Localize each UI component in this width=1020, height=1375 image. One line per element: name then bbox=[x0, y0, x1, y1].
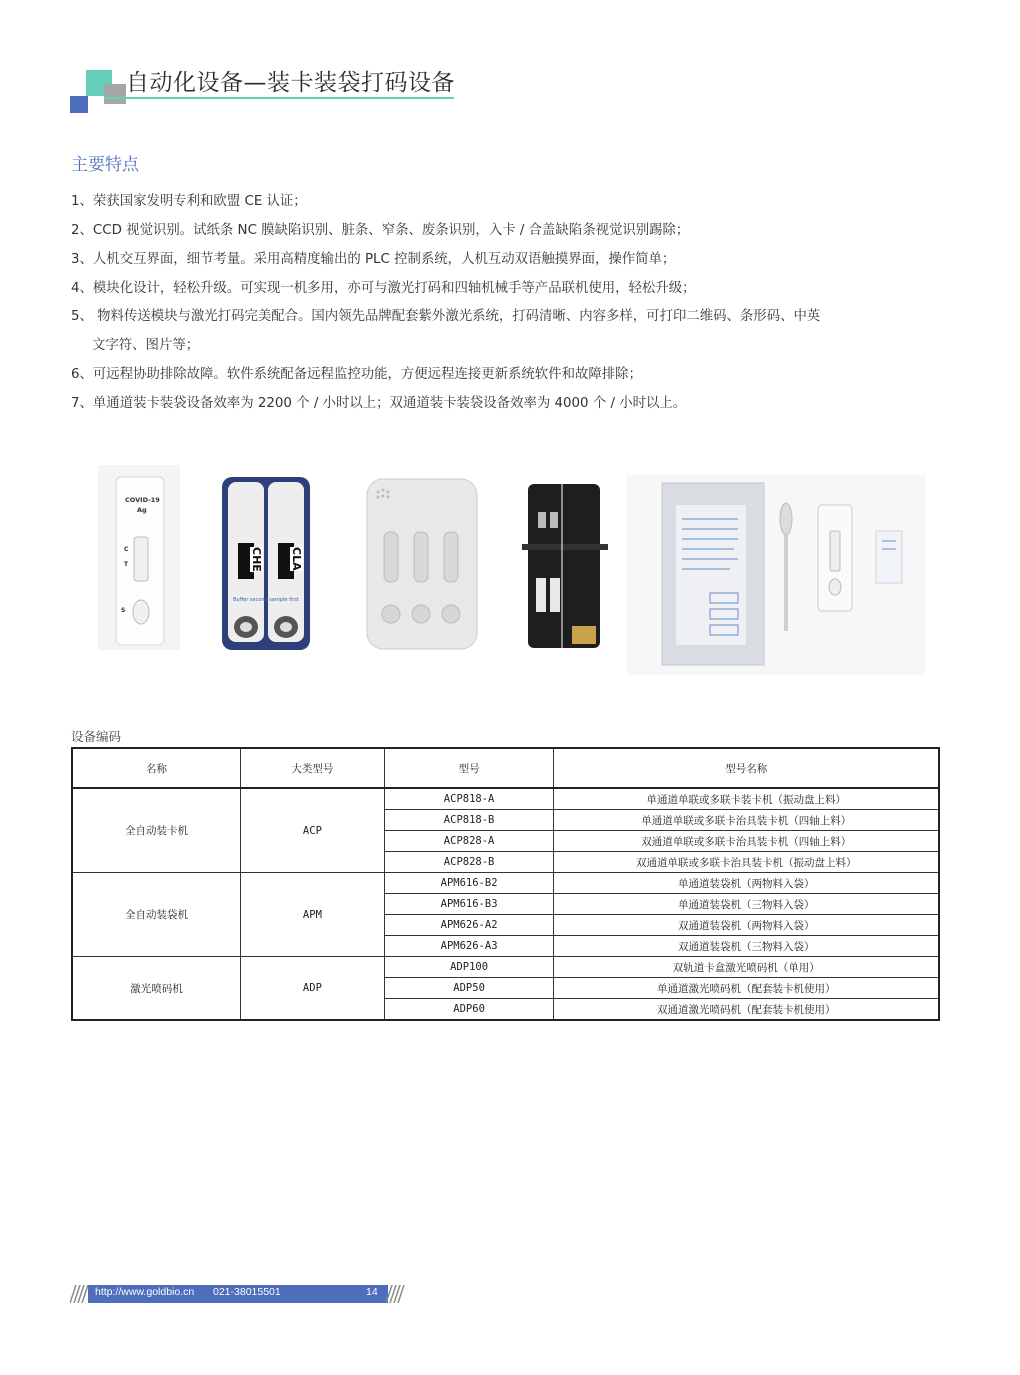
header-deco-gray bbox=[104, 84, 126, 104]
feature-item: 3、人机交互界面，细节考量。采用高精度输出的 PLC 控制系统，人机互动双语触摸界面，操作简单； bbox=[71, 252, 676, 267]
cassette-label-line2: Ag bbox=[137, 506, 147, 514]
cassette-wells-label: Buffer second sample first bbox=[233, 597, 299, 603]
model-code: APM626-A2 bbox=[384, 915, 554, 936]
equipment-code-label: 设备编码 bbox=[71, 729, 122, 744]
group-name: 全自动装卡机 bbox=[72, 788, 241, 873]
header-name: 名称 bbox=[72, 748, 241, 788]
feature-item: 文字符、图片等； bbox=[92, 338, 200, 353]
dual-test-cassette-image bbox=[222, 477, 310, 650]
table-row bbox=[72, 957, 939, 978]
header-model-name: 型号名称 bbox=[554, 748, 939, 788]
cassette-label-line1: COVID-19 bbox=[125, 496, 160, 504]
model-code: APM626-A3 bbox=[384, 936, 554, 957]
model-name: 双轨道卡盒激光喷码机（单用） bbox=[554, 957, 939, 978]
title-underline bbox=[104, 97, 454, 99]
model-code: ACP828-A bbox=[384, 831, 554, 852]
cassette-t-mark: T bbox=[124, 561, 129, 568]
header-deco-blue bbox=[70, 96, 88, 113]
equipment-code-table bbox=[71, 747, 940, 1021]
model-code: ADP60 bbox=[384, 999, 554, 1021]
model-code: ADP50 bbox=[384, 978, 554, 999]
model-code: ADP100 bbox=[384, 957, 554, 978]
multi-test-cassette-image bbox=[366, 478, 478, 650]
footer-stripes-left bbox=[70, 1285, 90, 1303]
footer-url[interactable]: http://www.goldbio.cn bbox=[95, 1286, 195, 1298]
model-name: 单通道装袋机（两物料入袋） bbox=[554, 873, 939, 894]
model-code: APM616-B3 bbox=[384, 894, 554, 915]
feature-item: 1、荣获国家发明专利和欧盟 CE 认证； bbox=[71, 194, 307, 209]
cassette-c-mark: C bbox=[124, 546, 129, 553]
feature-item: 5、 物料传送模块与激光打码完美配合。国内领先品牌配套紫外激光系统，打码清晰、内容多样，可打印二维码、条形码、中英 bbox=[71, 309, 821, 324]
footer-stripes-right bbox=[386, 1285, 406, 1303]
feature-item: 2、CCD 视觉识别。试纸条 NC 膜缺陷识别、脏条、窄条、废条识别，入卡 / 合盖缺陷条视觉识别踢除； bbox=[71, 223, 690, 238]
model-name: 双通道激光喷码机（配套装卡机使用） bbox=[554, 999, 939, 1021]
model-name: 单通道装袋机（三物料入袋） bbox=[554, 894, 939, 915]
covid-test-cassette-image bbox=[98, 465, 180, 650]
group-category: ACP bbox=[241, 788, 385, 873]
model-name: 单通道单联或多联卡治具装卡机（四轴上料） bbox=[554, 810, 939, 831]
group-name: 激光喷码机 bbox=[72, 957, 241, 1021]
cassette-s-mark: S bbox=[121, 607, 126, 614]
model-name: 单通道单联或多联卡装卡机（振动盘上料） bbox=[554, 788, 939, 810]
page-title: 自动化设备—装卡装袋打码设备 bbox=[126, 70, 455, 96]
table-header-row bbox=[72, 748, 939, 788]
group-category: ADP bbox=[241, 957, 385, 1021]
model-name: 双通道装袋机（两物料入袋） bbox=[554, 915, 939, 936]
black-chip-cassette-image bbox=[522, 484, 608, 648]
table-row bbox=[72, 788, 939, 810]
group-name: 全自动装袋机 bbox=[72, 873, 241, 957]
table-row bbox=[72, 873, 939, 894]
model-name: 双通道单联或多联卡治具装卡机（四轴上料） bbox=[554, 831, 939, 852]
feature-item: 4、模块化设计，轻松升级。可实现一机多用，亦可与激光打码和四轴机械手等产品联机使用，轻松升级； bbox=[71, 281, 696, 296]
model-name: 双通道单联或多联卡治具装卡机（振动盘上料） bbox=[554, 852, 939, 873]
footer-phone: 021-38015501 bbox=[213, 1286, 281, 1298]
footer-page-number: 14 bbox=[366, 1286, 378, 1298]
model-code: APM616-B2 bbox=[384, 873, 554, 894]
group-category: APM bbox=[241, 873, 385, 957]
features-heading: 主要特点 bbox=[71, 155, 139, 175]
cassette-cla-label: CLA bbox=[290, 547, 303, 571]
header-model: 型号 bbox=[384, 748, 554, 788]
model-name: 双通道装袋机（三物料入袋） bbox=[554, 936, 939, 957]
model-name: 单通道激光喷码机（配套装卡机使用） bbox=[554, 978, 939, 999]
packaged-kit-image bbox=[626, 475, 926, 675]
feature-item: 7、单通道装卡装袋设备效率为 2200 个 / 小时以上；双通道装卡装袋设备效率为 4000 个 / 小时以上。 bbox=[71, 396, 687, 411]
model-code: ACP828-B bbox=[384, 852, 554, 873]
feature-item: 6、可远程协助排除故障。软件系统配备远程监控功能，方便远程连接更新系统软件和故障排除； bbox=[71, 367, 642, 382]
model-code: ACP818-A bbox=[384, 788, 554, 810]
cassette-che-label: CHE bbox=[250, 547, 263, 572]
header-category: 大类型号 bbox=[241, 748, 385, 788]
model-code: ACP818-B bbox=[384, 810, 554, 831]
